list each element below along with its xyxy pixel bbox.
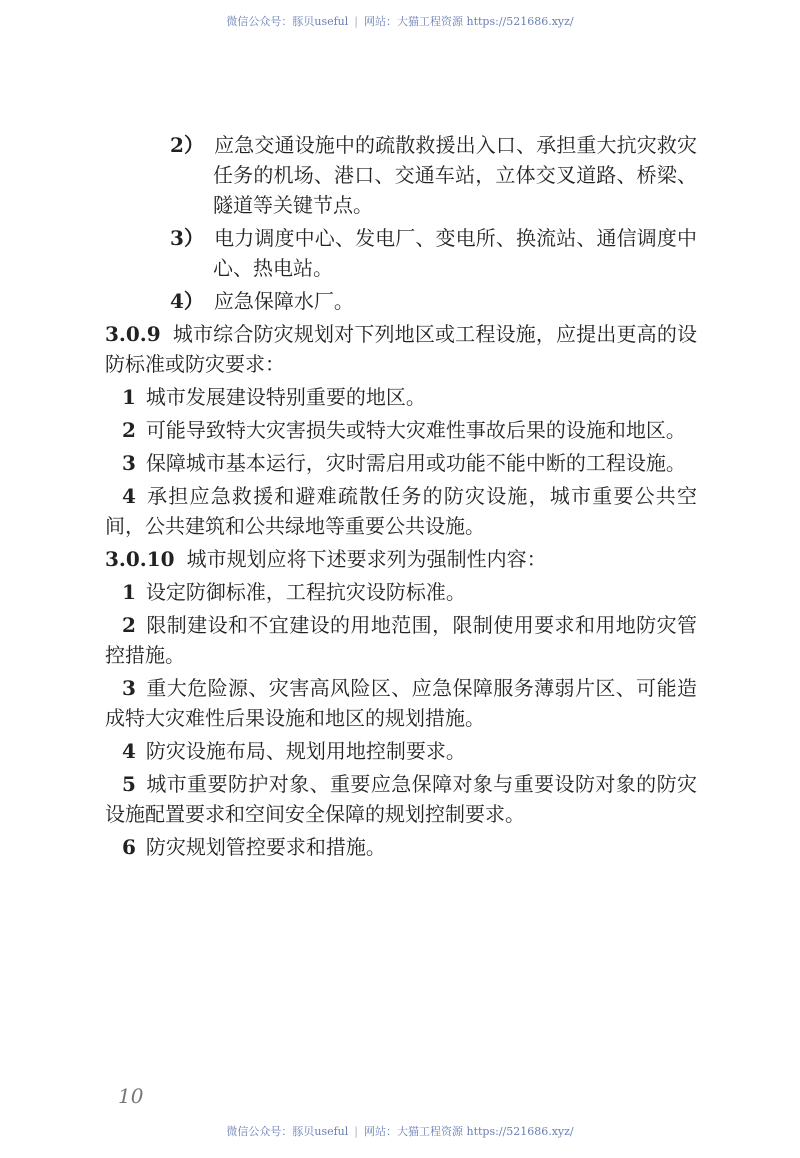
item-number: 2） xyxy=(170,133,205,157)
sub-item xyxy=(105,223,697,283)
item-text: 防灾规划管控要求和措施。 xyxy=(145,835,386,859)
item-number: 4） xyxy=(170,289,204,313)
clause-3-0-9 xyxy=(105,319,697,379)
item-number: 5 xyxy=(122,772,136,796)
item-number: 4 xyxy=(122,739,136,763)
list-item xyxy=(105,610,697,670)
item-number: 1 xyxy=(122,580,136,604)
watermark-header xyxy=(0,13,800,29)
item-text: 保障城市基本运行，灾时需启用或功能不能中断的工程设施。 xyxy=(145,451,686,475)
item-text: 城市重要防护对象、重要应急保障对象与重要设防对象的防灾设施配置要求和空间安全保障的规划控制要求。 xyxy=(105,772,697,826)
item-text: 应急交通设施中的疏散救援出入口、承担重大抗灾救灾任务的机场、港口、交通车站，立体交叉道路、桥梁、隧道等关键节点。 xyxy=(213,133,698,217)
list-item xyxy=(105,673,697,733)
watermark-left: 微信公众号：豚贝useful xyxy=(226,1125,349,1138)
item-text: 限制建设和不宜建设的用地范围，限制使用要求和用地防灾管控措施。 xyxy=(105,613,697,667)
list-item xyxy=(105,448,697,478)
list-item xyxy=(105,382,697,412)
list-item xyxy=(105,481,697,541)
list-item xyxy=(105,415,697,445)
item-number: 3） xyxy=(170,226,205,250)
item-text: 应急保障水厂。 xyxy=(213,289,354,313)
watermark-left: 微信公众号：豚贝useful xyxy=(226,15,349,28)
watermark-right: 网站：大猫工程资源 https://521686.xyz/ xyxy=(364,15,574,28)
clause-number: 3.0.9 xyxy=(105,322,161,346)
item-text: 可能导致特大灾害损失或特大灾难性事故后果的设施和地区。 xyxy=(145,418,686,442)
item-number: 2 xyxy=(122,418,136,442)
item-number: 1 xyxy=(122,385,136,409)
list-item xyxy=(105,577,697,607)
item-number: 6 xyxy=(122,835,136,859)
page-number: 10 xyxy=(118,1084,144,1108)
item-number: 3 xyxy=(122,676,136,700)
item-text: 城市发展建设特别重要的地区。 xyxy=(145,385,426,409)
watermark-footer xyxy=(0,1123,800,1139)
clause-text: 城市综合防灾规划对下列地区或工程设施，应提出更高的设防标准或防灾要求： xyxy=(105,322,697,376)
item-text: 电力调度中心、发电厂、变电所、换流站、通信调度中心、热电站。 xyxy=(213,226,698,280)
document-body xyxy=(105,130,697,865)
watermark-separator: | xyxy=(354,15,358,28)
sub-item xyxy=(105,130,697,220)
list-item xyxy=(105,832,697,862)
list-item xyxy=(105,736,697,766)
item-number: 2 xyxy=(122,613,136,637)
item-text: 承担应急救援和避难疏散任务的防灾设施，城市重要公共空间，公共建筑和公共绿地等重要公共设施。 xyxy=(105,484,697,538)
clause-3-0-10 xyxy=(105,544,697,574)
item-text: 设定防御标准，工程抗灾设防标准。 xyxy=(145,580,466,604)
sub-item xyxy=(105,286,697,316)
clause-text: 城市规划应将下述要求列为强制性内容： xyxy=(186,547,547,571)
item-number: 4 xyxy=(122,484,136,508)
item-text: 重大危险源、灾害高风险区、应急保障服务薄弱片区、可能造成特大灾难性后果设施和地区的规划措施。 xyxy=(105,676,697,730)
watermark-separator: | xyxy=(354,1125,358,1138)
clause-number: 3.0.10 xyxy=(105,547,175,571)
item-text: 防灾设施布局、规划用地控制要求。 xyxy=(145,739,466,763)
watermark-right: 网站：大猫工程资源 https://521686.xyz/ xyxy=(364,1125,574,1138)
list-item xyxy=(105,769,697,829)
item-number: 3 xyxy=(122,451,136,475)
